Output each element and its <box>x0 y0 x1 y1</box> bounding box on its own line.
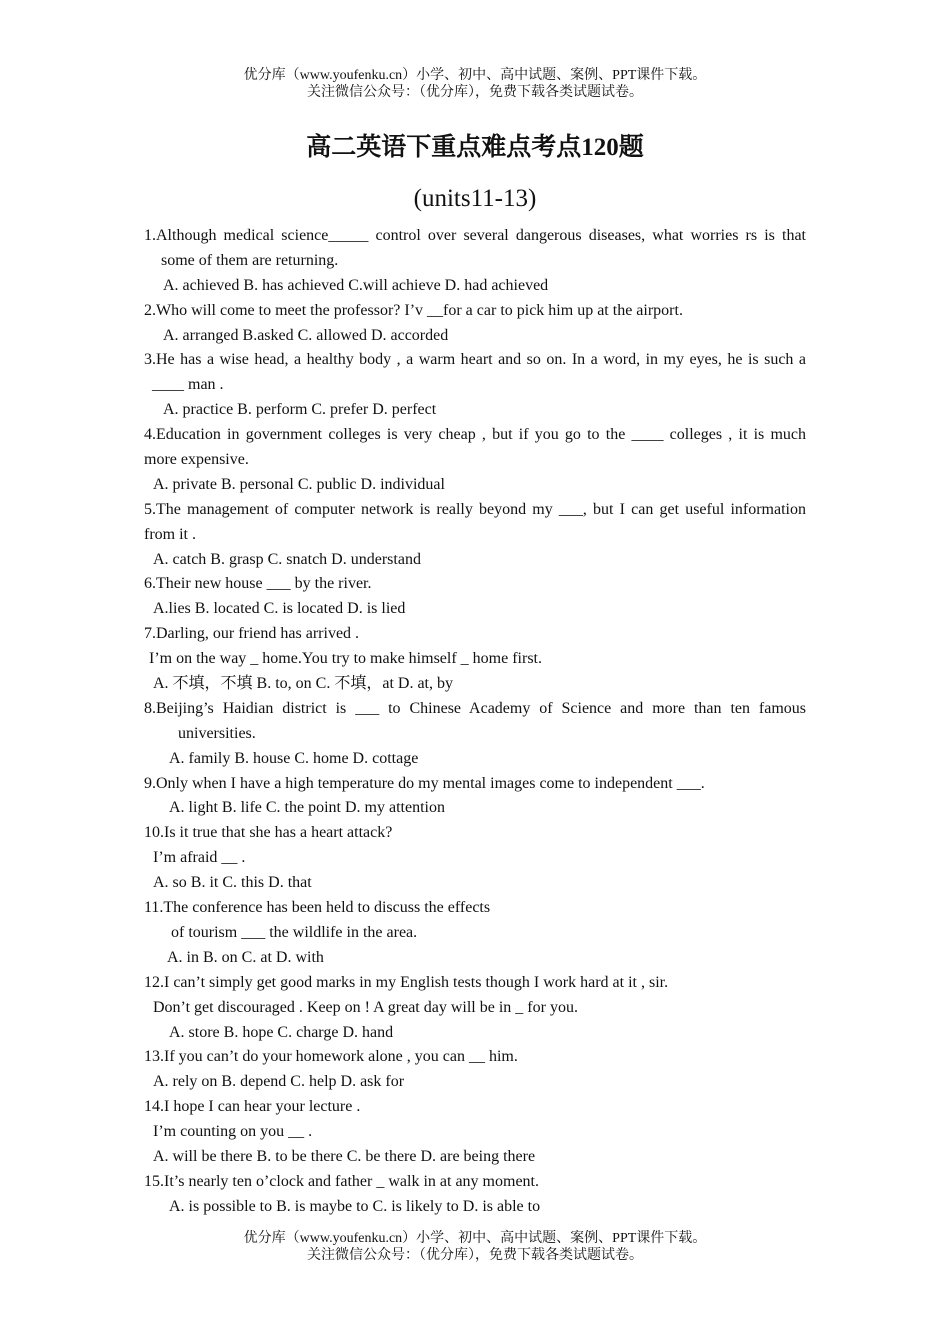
option-line: A. catch B. grasp C. snatch D. understand <box>153 550 421 568</box>
option-line: A. family B. house C. home D. cottage <box>169 749 419 767</box>
option-line: A. is possible to B. is maybe to C. is likely to D. is able to <box>169 1197 541 1215</box>
question-line: 13.If you can’t do your homework alone , you can __ him. <box>144 1048 518 1066</box>
question-line: 5.The management of computer network is really beyond my ___, but I can get useful information <box>144 500 806 518</box>
question-line: Don’t get discouraged . Keep on ! A great day will be in _ for you. <box>153 998 578 1016</box>
option-line: A. practice B. perform C. prefer D. perfect <box>163 401 437 419</box>
question-line: I’m counting on you __ . <box>153 1123 313 1141</box>
footer-line-2: 关注微信公众号：（优分库），免费下载各类试题试卷。 <box>307 1248 643 1263</box>
question-line: more expensive. <box>144 451 249 469</box>
question-line: 10.Is it true that she has a heart attack? <box>144 824 393 842</box>
question-line: ____ man . <box>152 376 224 394</box>
question-line: 7.Darling, our friend has arrived . <box>144 625 360 643</box>
option-line: A. will be there B. to be there C. be there D. are being there <box>153 1147 536 1165</box>
question-line: I’m on the way _ home.You try to make himself _ home first. <box>149 650 542 668</box>
question-list <box>144 224 806 1220</box>
question-line: I’m afraid __ . <box>153 849 246 867</box>
question-line: universities. <box>178 724 256 742</box>
header-line-2: 关注微信公众号：（优分库），免费下载各类试题试卷。 <box>307 85 643 100</box>
question-line: 9.Only when I have a high temperature do my mental images come to independent ___. <box>144 774 705 792</box>
page-footer <box>0 1230 950 1264</box>
question-line: 3.He has a wise head, a healthy body , a warm heart and so on. In a word, in my eyes, he is such a <box>144 351 806 369</box>
option-line: A. light B. life C. the point D. my attention <box>169 799 445 817</box>
page-header <box>0 67 950 101</box>
option-line: A. store B. hope C. charge D. hand <box>169 1023 394 1041</box>
question-line: 11.The conference has been held to discuss the effects <box>144 899 491 917</box>
option-line: A. in B. on C. at D. with <box>167 948 324 966</box>
question-line: 12.I can’t simply get good marks in my English tests though I work hard at it , sir. <box>144 973 669 991</box>
header-line-1: 优分库（www.youfenku.cn）小学、初中、高中试题、案例、PPT课件下载。 <box>243 68 707 83</box>
question-line: of tourism ___ the wildlife in the area. <box>171 923 418 941</box>
option-line: A. so B. it C. this D. that <box>153 874 312 892</box>
document-subtitle: (units11-13) <box>413 185 537 212</box>
option-line: A. achieved B. has achieved C.will achieve D. had achieved <box>163 276 549 294</box>
document-title: 高二英语下重点难点考点120题 <box>306 134 644 161</box>
question-line: 4.Education in government colleges is very cheap , but if you go to the ____ colleges , it is much <box>144 426 806 444</box>
question-line: 1.Although medical science_____ control over several dangerous diseases, what worries rs is that <box>144 227 806 244</box>
option-line: A. private B. personal C. public D. individual <box>153 475 445 493</box>
option-line: A. 不填，不填 B. to, on C. 不填，at D. at, by <box>153 675 453 693</box>
option-line: A. arranged B.asked C. allowed D. accorded <box>163 326 449 344</box>
footer-line-1: 优分库（www.youfenku.cn）小学、初中、高中试题、案例、PPT课件下载。 <box>243 1231 707 1246</box>
question-line: 6.Their new house ___ by the river. <box>144 575 372 593</box>
question-line: some of them are returning. <box>161 251 339 269</box>
question-line: 15.It’s nearly ten o’clock and father _ walk in at any moment. <box>144 1172 539 1190</box>
question-line: 2.Who will come to meet the professor? I’v __for a car to pick him up at the airport. <box>144 301 683 319</box>
question-line: from it . <box>144 525 196 543</box>
question-line: 14.I hope I can hear your lecture . <box>144 1098 361 1116</box>
option-line: A.lies B. located C. is located D. is lied <box>153 600 406 618</box>
option-line: A. rely on B. depend C. help D. ask for <box>153 1073 405 1091</box>
question-line: 8.Beijing’s Haidian district is ___ to Chinese Academy of Science and more than ten famous <box>144 699 806 717</box>
